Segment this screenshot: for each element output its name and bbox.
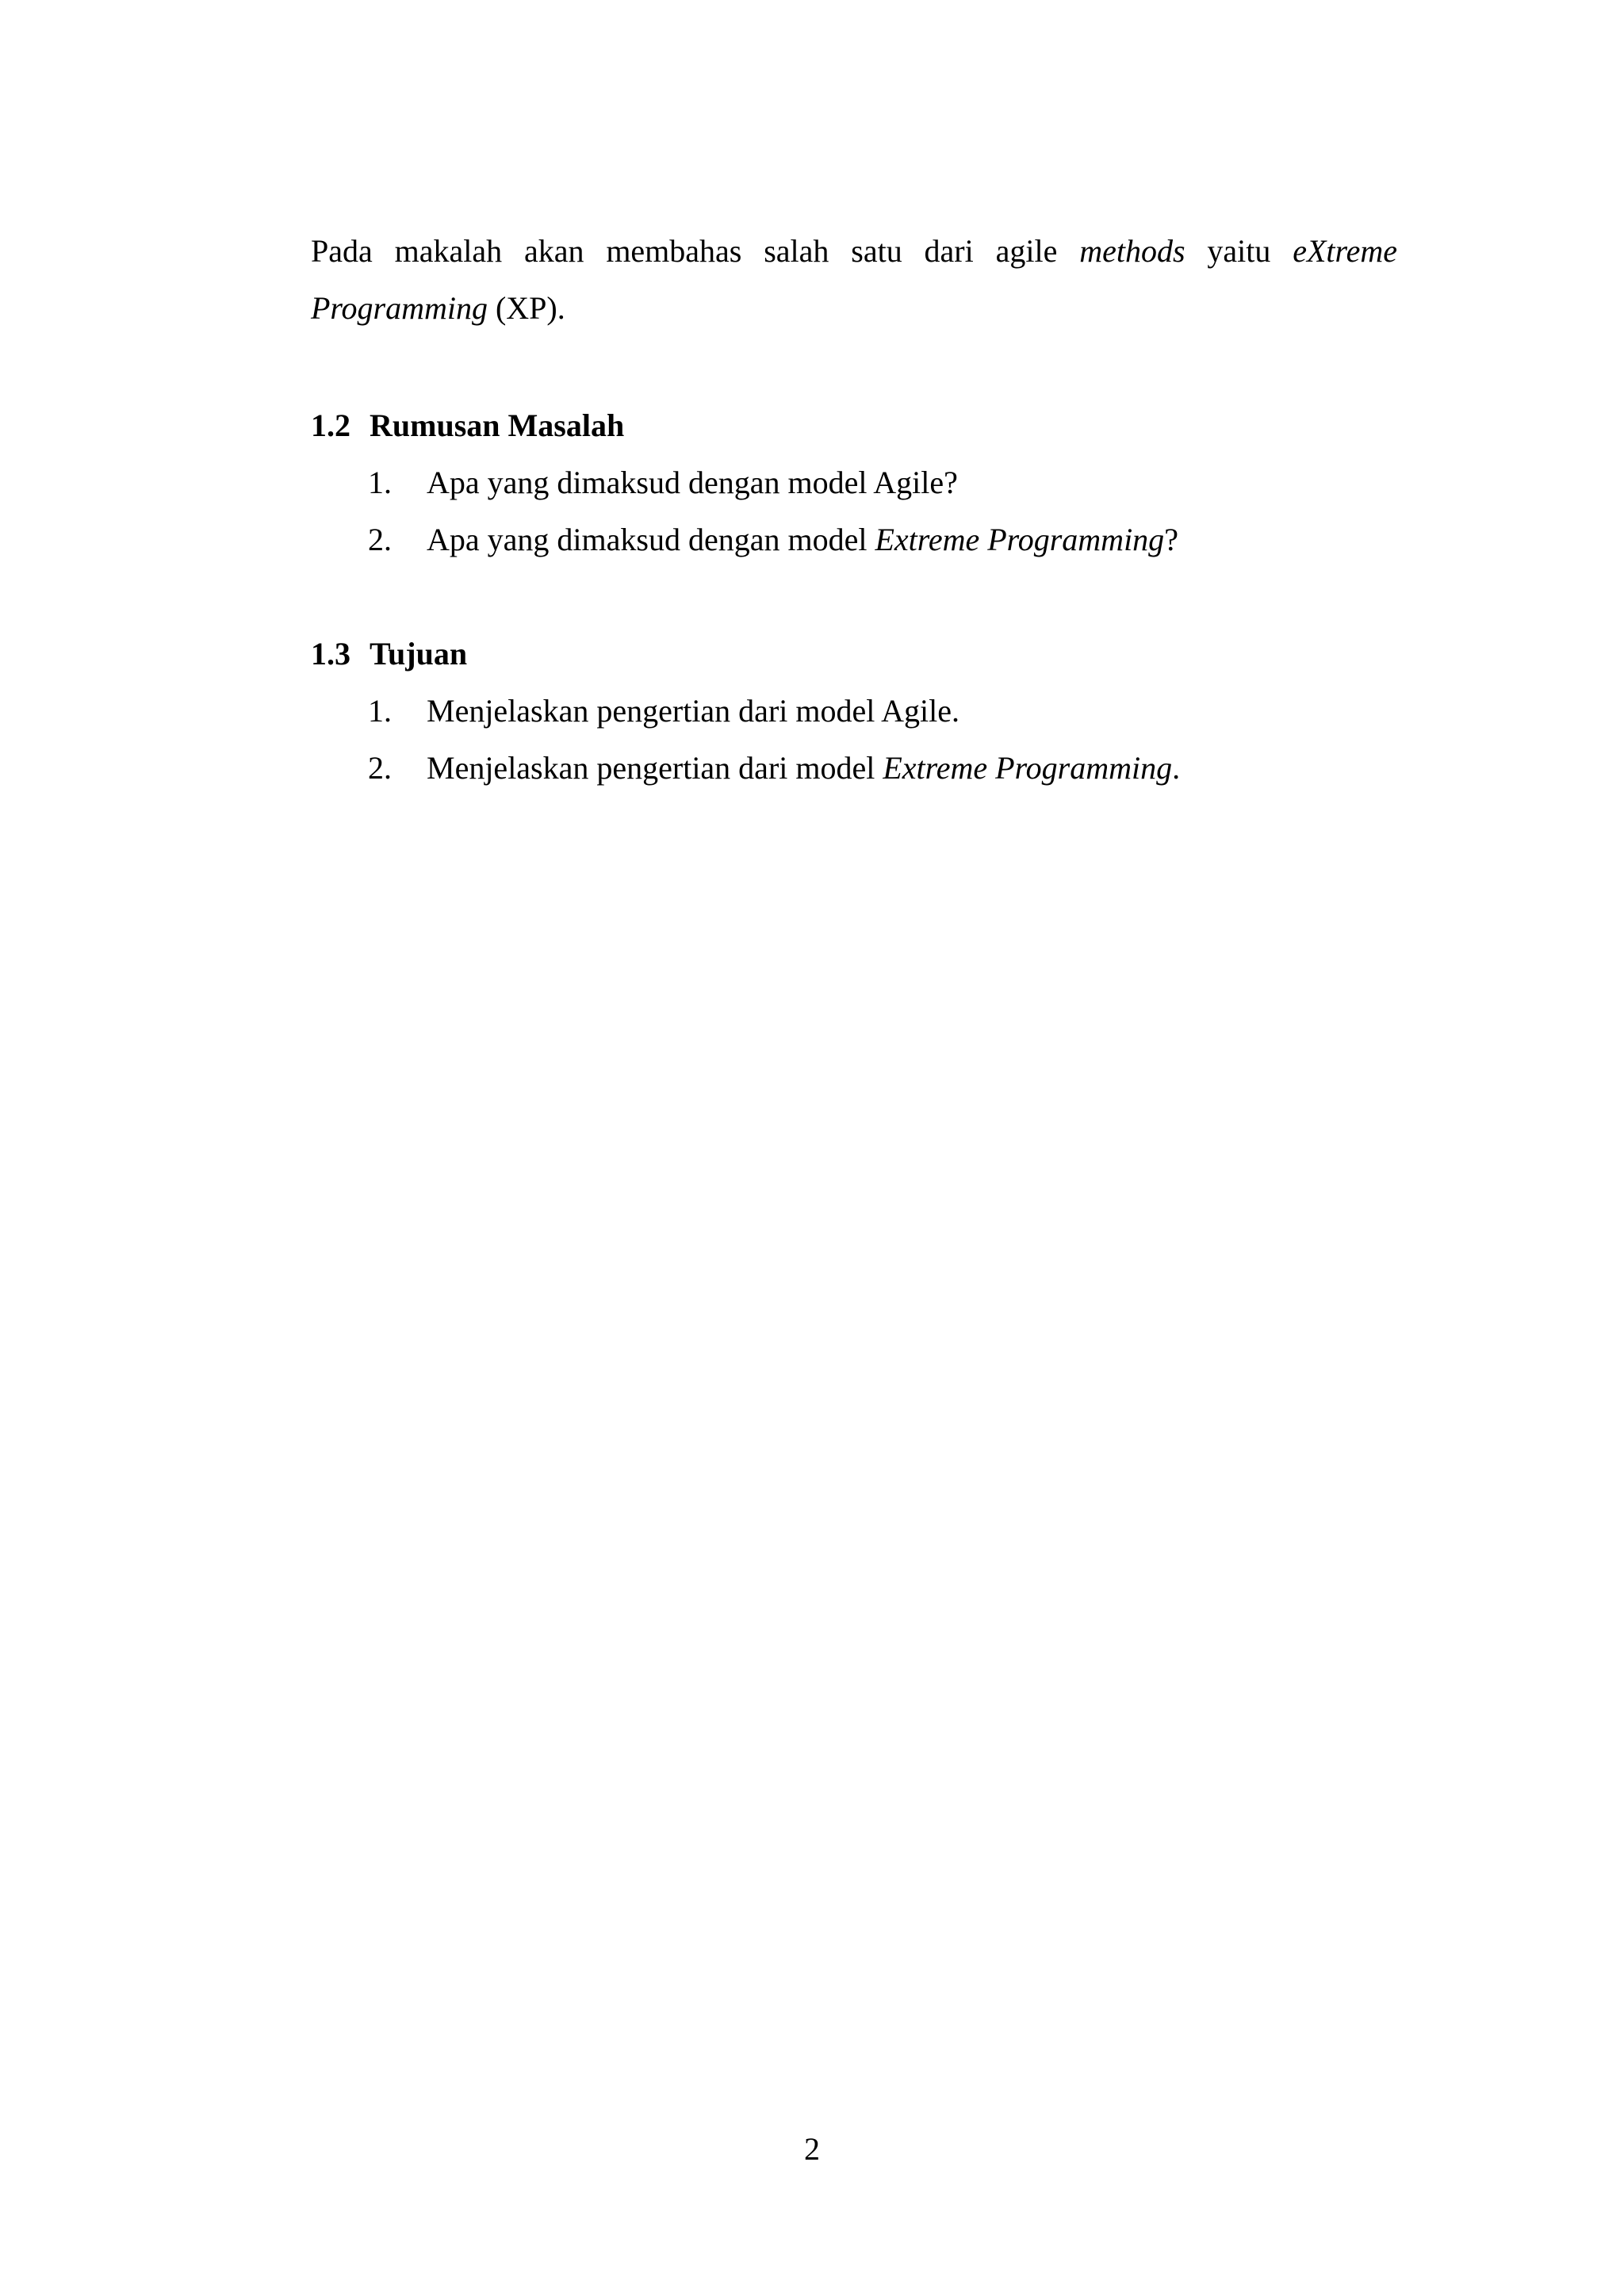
list-item-number: 2.	[368, 750, 392, 786]
section-title: Rumusan Masalah	[370, 408, 625, 443]
list-item-italic: Extreme Programming	[883, 750, 1173, 786]
list-item-italic: Extreme Programming	[875, 522, 1165, 557]
intro-text-1: Pada makalah akan membahas salah satu dari agile	[311, 233, 1080, 269]
intro-text-5: (XP).	[487, 290, 565, 326]
rumusan-masalah-list	[368, 454, 1178, 568]
page-number: 2	[804, 2131, 820, 2167]
intro-text-3: yaitu	[1185, 233, 1293, 269]
section-number: 1.2	[311, 408, 350, 443]
list-item-tail: .	[1172, 750, 1181, 786]
list-item-text: Apa yang dimaksud dengan model	[427, 522, 875, 557]
list-item-number: 2.	[368, 522, 392, 557]
list-item-number: 1.	[368, 693, 392, 729]
list-item-tail: ?	[1164, 522, 1178, 557]
intro-paragraph	[311, 223, 1397, 337]
list-item	[368, 511, 1178, 568]
list-item-text: Menjelaskan pengertian dari model Agile.	[427, 693, 960, 729]
section-number: 1.3	[311, 636, 350, 672]
list-item	[368, 740, 1180, 797]
list-item-number: 1.	[368, 465, 392, 500]
section-heading-tujuan	[311, 626, 467, 683]
tujuan-list	[368, 683, 1180, 797]
section-title: Tujuan	[370, 636, 468, 672]
list-item-text: Apa yang dimaksud dengan model Agile?	[427, 465, 958, 500]
section-heading-rumusan-masalah	[311, 397, 624, 454]
list-item-text: Menjelaskan pengertian dari model	[427, 750, 883, 786]
list-item	[368, 683, 1180, 740]
intro-text-methods: methods	[1079, 233, 1185, 269]
intro-text-xp-name: eXtreme Programming	[311, 233, 1397, 326]
list-item	[368, 454, 1178, 511]
